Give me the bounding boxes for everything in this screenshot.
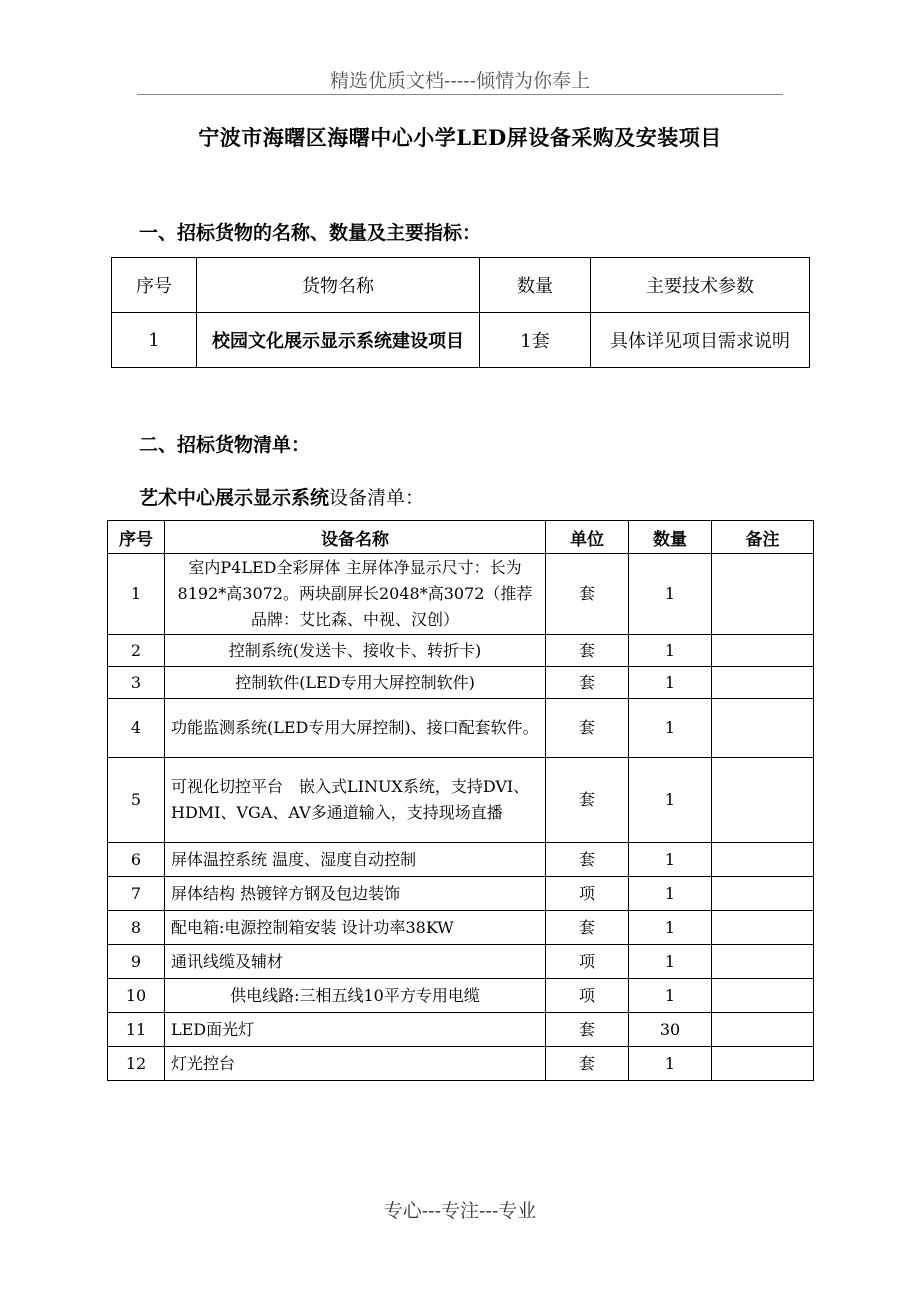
cell-note xyxy=(712,1013,814,1047)
goods-summary-table xyxy=(111,257,810,368)
cell-no: 4 xyxy=(108,699,165,758)
cell-no: 7 xyxy=(108,877,165,911)
table-row xyxy=(108,667,814,699)
cell-unit: 套 xyxy=(546,1047,629,1081)
header-cell: 货物名称 xyxy=(197,258,480,313)
table-header-row xyxy=(112,258,810,313)
table-row xyxy=(108,699,814,758)
cell-unit: 套 xyxy=(546,843,629,877)
header-cell: 数量 xyxy=(480,258,591,313)
header-cell: 序号 xyxy=(108,521,165,554)
cell-note xyxy=(712,911,814,945)
cell-qty: 1 xyxy=(629,758,712,843)
cell-no: 11 xyxy=(108,1013,165,1047)
cell-qty: 1 xyxy=(629,1047,712,1081)
table-row xyxy=(108,945,814,979)
cell-qty: 1 xyxy=(629,554,712,635)
header-cell: 主要技术参数 xyxy=(591,258,810,313)
header-cell: 设备名称 xyxy=(165,521,546,554)
cell-name: 灯光控台 xyxy=(165,1047,546,1081)
cell-name: 控制软件(LED专用大屏控制软件) xyxy=(165,667,546,699)
cell-name: 控制系统(发送卡、接收卡、转折卡) xyxy=(165,635,546,667)
table-row xyxy=(108,554,814,635)
cell-unit: 套 xyxy=(546,667,629,699)
cell-note xyxy=(712,635,814,667)
cell-no: 9 xyxy=(108,945,165,979)
cell-no: 2 xyxy=(108,635,165,667)
cell-unit: 套 xyxy=(546,635,629,667)
cell-note xyxy=(712,758,814,843)
table-row xyxy=(112,313,810,368)
section-heading-1: 一、招标货物的名称、数量及主要指标： xyxy=(139,222,482,244)
subheading-bold: 艺术中心展示显示系统 xyxy=(139,487,330,509)
table-row xyxy=(108,843,814,877)
section-heading-2: 二、招标货物清单： xyxy=(139,434,311,456)
document-title: 宁波市海曙区海曙中心小学LED屏设备采购及安装项目 xyxy=(198,125,722,150)
table-row xyxy=(108,911,814,945)
cell-qty: 1套 xyxy=(480,313,591,368)
header-cell: 备注 xyxy=(712,521,814,554)
equipment-list-table xyxy=(107,520,814,1081)
cell-params: 具体详见项目需求说明 xyxy=(591,313,810,368)
cell-no: 5 xyxy=(108,758,165,843)
cell-qty: 1 xyxy=(629,911,712,945)
cell-unit: 套 xyxy=(546,911,629,945)
cell-unit: 项 xyxy=(546,877,629,911)
table-row xyxy=(108,877,814,911)
cell-no: 1 xyxy=(112,313,197,368)
cell-name: 屏体结构 热镀锌方钢及包边装饰 xyxy=(165,877,546,911)
cell-no: 10 xyxy=(108,979,165,1013)
cell-no: 3 xyxy=(108,667,165,699)
equipment-list-subheading xyxy=(139,483,424,510)
page-header: 精选优质文档-----倾情为你奉上 xyxy=(329,70,591,92)
cell-name: 供电线路:三相五线10平方专用电缆 xyxy=(165,979,546,1013)
table-row xyxy=(108,635,814,667)
cell-name: 可视化切控平台 嵌入式LINUX系统，支持DVI、HDMI、VGA、AV多通道输入，支持现场直播 xyxy=(165,758,546,843)
cell-name: 通讯线缆及辅材 xyxy=(165,945,546,979)
cell-name: LED面光灯 xyxy=(165,1013,546,1047)
table-row xyxy=(108,1013,814,1047)
header-cell: 数量 xyxy=(629,521,712,554)
cell-qty: 1 xyxy=(629,635,712,667)
cell-note xyxy=(712,1047,814,1081)
cell-no: 8 xyxy=(108,911,165,945)
cell-name: 功能监测系统(LED专用大屏控制)、接口配套软件。 xyxy=(165,699,546,758)
cell-note xyxy=(712,877,814,911)
table-row xyxy=(108,979,814,1013)
header-rule xyxy=(137,94,783,95)
cell-qty: 1 xyxy=(629,843,712,877)
cell-note xyxy=(712,554,814,635)
cell-note xyxy=(712,699,814,758)
cell-qty: 1 xyxy=(629,667,712,699)
cell-name: 室内P4LED全彩屏体 主屏体净显示尺寸：长为8192*高3072。两块副屏长2048*高3072（推荐品牌：艾比森、中视、汉创） xyxy=(165,554,546,635)
cell-unit: 套 xyxy=(546,554,629,635)
cell-unit: 套 xyxy=(546,1013,629,1047)
cell-qty: 30 xyxy=(629,1013,712,1047)
cell-qty: 1 xyxy=(629,945,712,979)
page-footer: 专心---专注---专业 xyxy=(383,1200,537,1222)
cell-no: 12 xyxy=(108,1047,165,1081)
cell-name: 配电箱:电源控制箱安装 设计功率38KW xyxy=(165,911,546,945)
table-row xyxy=(108,1047,814,1081)
cell-unit: 项 xyxy=(546,945,629,979)
table-header-row xyxy=(108,521,814,554)
cell-note xyxy=(712,979,814,1013)
cell-qty: 1 xyxy=(629,979,712,1013)
cell-goods-name: 校园文化展示显示系统建设项目 xyxy=(197,313,480,368)
cell-no: 6 xyxy=(108,843,165,877)
header-cell: 单位 xyxy=(546,521,629,554)
cell-note xyxy=(712,843,814,877)
cell-qty: 1 xyxy=(629,877,712,911)
cell-unit: 套 xyxy=(546,758,629,843)
header-cell: 序号 xyxy=(112,258,197,313)
cell-no: 1 xyxy=(108,554,165,635)
cell-note xyxy=(712,945,814,979)
cell-qty: 1 xyxy=(629,699,712,758)
table-row xyxy=(108,758,814,843)
cell-name: 屏体温控系统 温度、湿度自动控制 xyxy=(165,843,546,877)
subheading-normal: 设备清单： xyxy=(329,487,425,509)
cell-note xyxy=(712,667,814,699)
cell-unit: 套 xyxy=(546,699,629,758)
cell-unit: 项 xyxy=(546,979,629,1013)
